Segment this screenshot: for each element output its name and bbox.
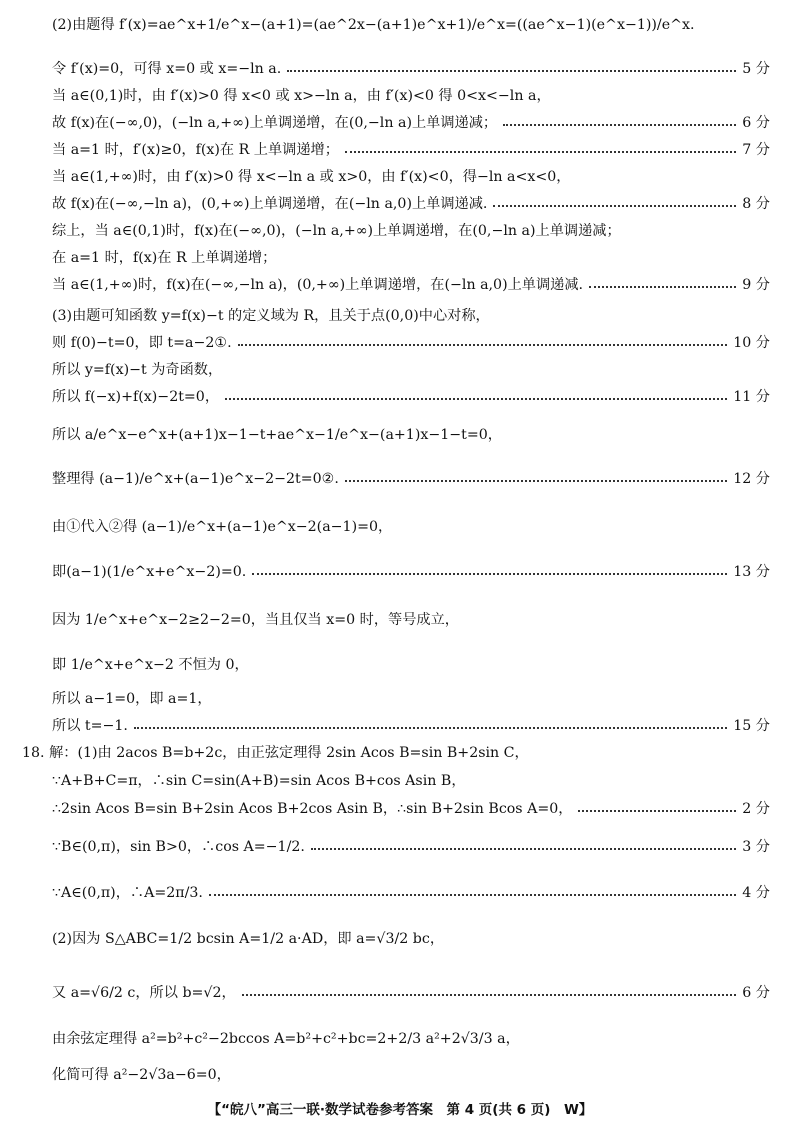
score-label: 2 分 <box>742 801 770 817</box>
line-28 <box>52 930 770 948</box>
line-15 <box>52 426 770 444</box>
line-text: 整理得 (a−1)/e^x+(a−1)e^x−2−2t=0②. <box>52 471 339 487</box>
line-text: 由①代入②得 (a−1)/e^x+(a−1)e^x−2(a−1)=0， <box>52 519 393 535</box>
dot-leader <box>578 810 736 812</box>
line-text: 所以 a−1=0，即 a=1， <box>52 691 212 707</box>
line-6 <box>52 168 770 186</box>
line-3 <box>52 87 770 105</box>
dot-leader <box>287 70 736 72</box>
line-text: 当 a=1 时，f′(x)≥0，f(x)在 R 上单调递增； <box>52 142 339 158</box>
line-18 <box>52 563 770 581</box>
score-label: 6 分 <box>742 115 770 131</box>
score-label: 5 分 <box>742 61 770 77</box>
line-text: 所以 y=f(x)−t 为奇函数， <box>52 362 223 378</box>
line-4 <box>52 114 770 132</box>
line-24 <box>52 772 770 790</box>
dot-leader <box>134 727 727 729</box>
line-text: 当 a∈(1,+∞)时，由 f′(x)>0 得 x<−ln a 或 x>0，由 f′(x)<0，得−ln a<x<0， <box>52 169 571 185</box>
line-22 <box>52 717 770 735</box>
line-31 <box>52 1066 770 1084</box>
dot-leader <box>503 124 736 126</box>
line-30 <box>52 1030 770 1048</box>
line-text: 则 f(0)−t=0，即 t=a−2①. <box>52 335 232 351</box>
score-label: 12 分 <box>733 471 770 487</box>
line-text: ∵B∈(0,π)，sin B>0，∴cos A=−1/2. <box>52 839 305 855</box>
line-17 <box>52 518 770 536</box>
line-text: 即 1/e^x+e^x−2 不恒为 0， <box>52 657 249 673</box>
dot-leader <box>242 994 737 996</box>
line-text: 综上，当 a∈(0,1)时，f(x)在(−∞,0)，(−ln a,+∞)上单调递增，在(0,−ln a)上单调递减； <box>52 223 621 239</box>
line-text: 当 a∈(1,+∞)时，f(x)在(−∞,−ln a)，(0,+∞)上单调递增，在(−ln a,0)上单调递减. <box>52 277 584 293</box>
line-text: 令 f′(x)=0，可得 x=0 或 x=−ln a. <box>52 61 282 77</box>
line-text: 由余弦定理得 a²=b²+c²−2bccos A=b²+c²+bc=2+2/3 a²+2√3/3 a， <box>52 1031 520 1047</box>
line-8 <box>52 222 770 240</box>
score-label: 11 分 <box>733 389 770 405</box>
line-text: 化简可得 a²−2√3a−6=0， <box>52 1067 231 1083</box>
line-text: 当 a∈(0,1)时，由 f′(x)>0 得 x<0 或 x>−ln a，由 f′(x)<0 得 0<x<−ln a， <box>52 88 551 104</box>
line-5 <box>52 141 770 159</box>
dot-leader <box>345 480 727 482</box>
line-29 <box>52 984 770 1002</box>
line-text: 18. 解：(1)由 2acos B=b+2c，由正弦定理得 2sin Acos B=sin B+2sin C， <box>22 745 529 761</box>
line-27 <box>52 884 770 902</box>
question-18-heading <box>22 744 770 762</box>
score-label: 15 分 <box>733 718 770 734</box>
dot-leader <box>238 344 728 346</box>
line-2 <box>52 60 770 78</box>
line-26 <box>52 838 770 856</box>
line-text: 在 a=1 时，f(x)在 R 上单调递增； <box>52 250 277 266</box>
line-10 <box>52 276 770 294</box>
line-text: 又 a=√6/2 c，所以 b=√2， <box>52 985 236 1001</box>
score-label: 9 分 <box>742 277 770 293</box>
line-text: 故 f(x)在(−∞,0)，(−ln a,+∞)上单调递增，在(0,−ln a)上单调递减； <box>52 115 498 131</box>
score-label: 4 分 <box>742 885 770 901</box>
line-21 <box>52 690 770 708</box>
score-label: 3 分 <box>742 839 770 855</box>
line-text: 所以 t=−1. <box>52 718 128 734</box>
line-text: 即(a−1)(1/e^x+e^x−2)=0. <box>52 564 247 580</box>
line-text: ∵A∈(0,π)，∴A=2π/3. <box>52 885 203 901</box>
line-7 <box>52 195 770 213</box>
line-text: ∵A+B+C=π，∴sin C=sin(A+B)=sin Acos B+cos Asin B， <box>52 773 466 789</box>
line-20 <box>52 656 770 674</box>
score-label: 6 分 <box>742 985 770 1001</box>
dot-leader <box>209 894 736 896</box>
line-text: 因为 1/e^x+e^x−2≥2−2=0，当且仅当 x=0 时，等号成立， <box>52 612 459 628</box>
line-text: (2)由题得 f′(x)=ae^x+1/e^x−(a+1)=(ae^2x−(a+1)e^x+1)/e^x=((ae^x−1)(e^x−1))/e^x. <box>52 17 695 33</box>
score-label: 7 分 <box>742 142 770 158</box>
line-14 <box>52 388 770 406</box>
line-text: 所以 a/e^x−e^x+(a+1)x−1−t+ae^x−1/e^x−(a+1)x−1−t=0， <box>52 427 502 443</box>
line-text: (2)因为 S△ABC=1/2 bcsin A=1/2 a·AD，即 a=√3/2 bc， <box>52 931 445 947</box>
dot-leader <box>311 848 736 850</box>
dot-leader <box>589 286 736 288</box>
page-footer: 【“皖八”高三一联·数学试卷参考答案 第 4 页(共 6 页) W】 <box>207 1102 593 1118</box>
line-text: 故 f(x)在(−∞,−ln a)，(0,+∞)上单调递增，在(−ln a,0)上单调递减. <box>52 196 488 212</box>
line-11 <box>52 307 770 325</box>
line-13 <box>52 361 770 379</box>
line-text: ∴2sin Acos B=sin B+2sin Acos B+2cos Asin B，∴sin B+2sin Bcos A=0， <box>52 801 573 817</box>
line-1 <box>52 16 770 34</box>
score-label: 13 分 <box>733 564 770 580</box>
line-12 <box>52 334 770 352</box>
score-label: 10 分 <box>733 335 770 351</box>
line-19 <box>52 611 770 629</box>
line-text: 所以 f(−x)+f(x)−2t=0， <box>52 389 220 405</box>
dot-leader <box>493 205 736 207</box>
score-label: 8 分 <box>742 196 770 212</box>
dot-leader <box>252 573 727 575</box>
line-9 <box>52 249 770 267</box>
dot-leader <box>225 398 727 400</box>
line-25 <box>52 800 770 818</box>
line-text: (3)由题可知函数 y=f(x)−t 的定义域为 R，且关于点(0,0)中心对称， <box>52 308 490 324</box>
line-16 <box>52 470 770 488</box>
dot-leader <box>345 151 736 153</box>
